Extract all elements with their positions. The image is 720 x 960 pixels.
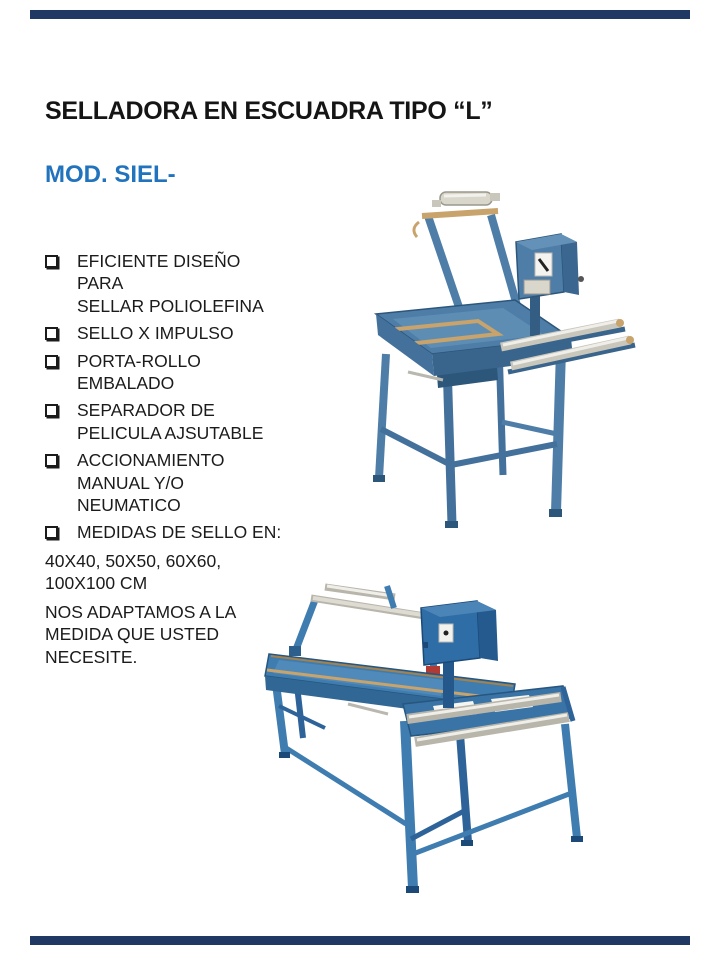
feature-line: NEUMATICO — [77, 495, 181, 516]
product-photo-l-sealer-stand — [348, 182, 663, 537]
para-line: 40X40, 50X50, 60X60, — [45, 550, 222, 571]
custom-size-paragraph — [45, 601, 283, 668]
checkbox-bullet-icon — [45, 404, 58, 417]
feature-line: ACCIONAMIENTO — [77, 450, 225, 471]
feature-line: EFICIENTE DISEÑO PARA — [77, 251, 241, 294]
para-line: NECESITE. — [45, 646, 138, 667]
feature-item — [45, 250, 283, 317]
feature-line: SELLAR POLIOLEFINA — [77, 295, 264, 316]
feature-item — [45, 449, 283, 516]
feature-line: MEDIDAS DE SELLO EN: — [77, 522, 282, 543]
feature-item — [45, 399, 283, 444]
feature-item — [45, 322, 283, 344]
checkbox-bullet-icon — [45, 327, 58, 340]
bottom-accent-bar — [30, 936, 690, 945]
para-line: NOS ADAPTAMOS A LA — [45, 601, 237, 622]
model-heading: MOD. SIEL- — [45, 161, 176, 188]
feature-line: EMBALADO — [77, 373, 175, 394]
checkbox-bullet-icon — [45, 355, 58, 368]
para-line: 100X100 CM — [45, 573, 148, 594]
checkbox-bullet-icon — [45, 454, 58, 467]
feature-item — [45, 350, 283, 395]
feature-line: PELICULA AJSUTABLE — [77, 422, 264, 443]
seal-sizes-paragraph — [45, 550, 283, 595]
feature-item — [45, 521, 283, 543]
feature-line: MANUAL Y/O — [77, 472, 184, 493]
checkbox-bullet-icon — [45, 526, 58, 539]
feature-line: PORTA-ROLLO — [77, 350, 201, 371]
top-accent-bar — [30, 10, 690, 19]
product-photo-l-sealer-long-table — [263, 556, 665, 936]
page-title: SELLADORA EN ESCUADRA TIPO “L” — [45, 97, 493, 125]
feature-line: SELLO X IMPULSO — [77, 323, 234, 344]
feature-line: SEPARADOR DE — [77, 400, 215, 421]
machine-arm — [414, 192, 518, 313]
checkbox-bullet-icon — [45, 255, 58, 268]
para-line: MEDIDA QUE USTED — [45, 624, 220, 645]
feature-column — [45, 250, 283, 668]
